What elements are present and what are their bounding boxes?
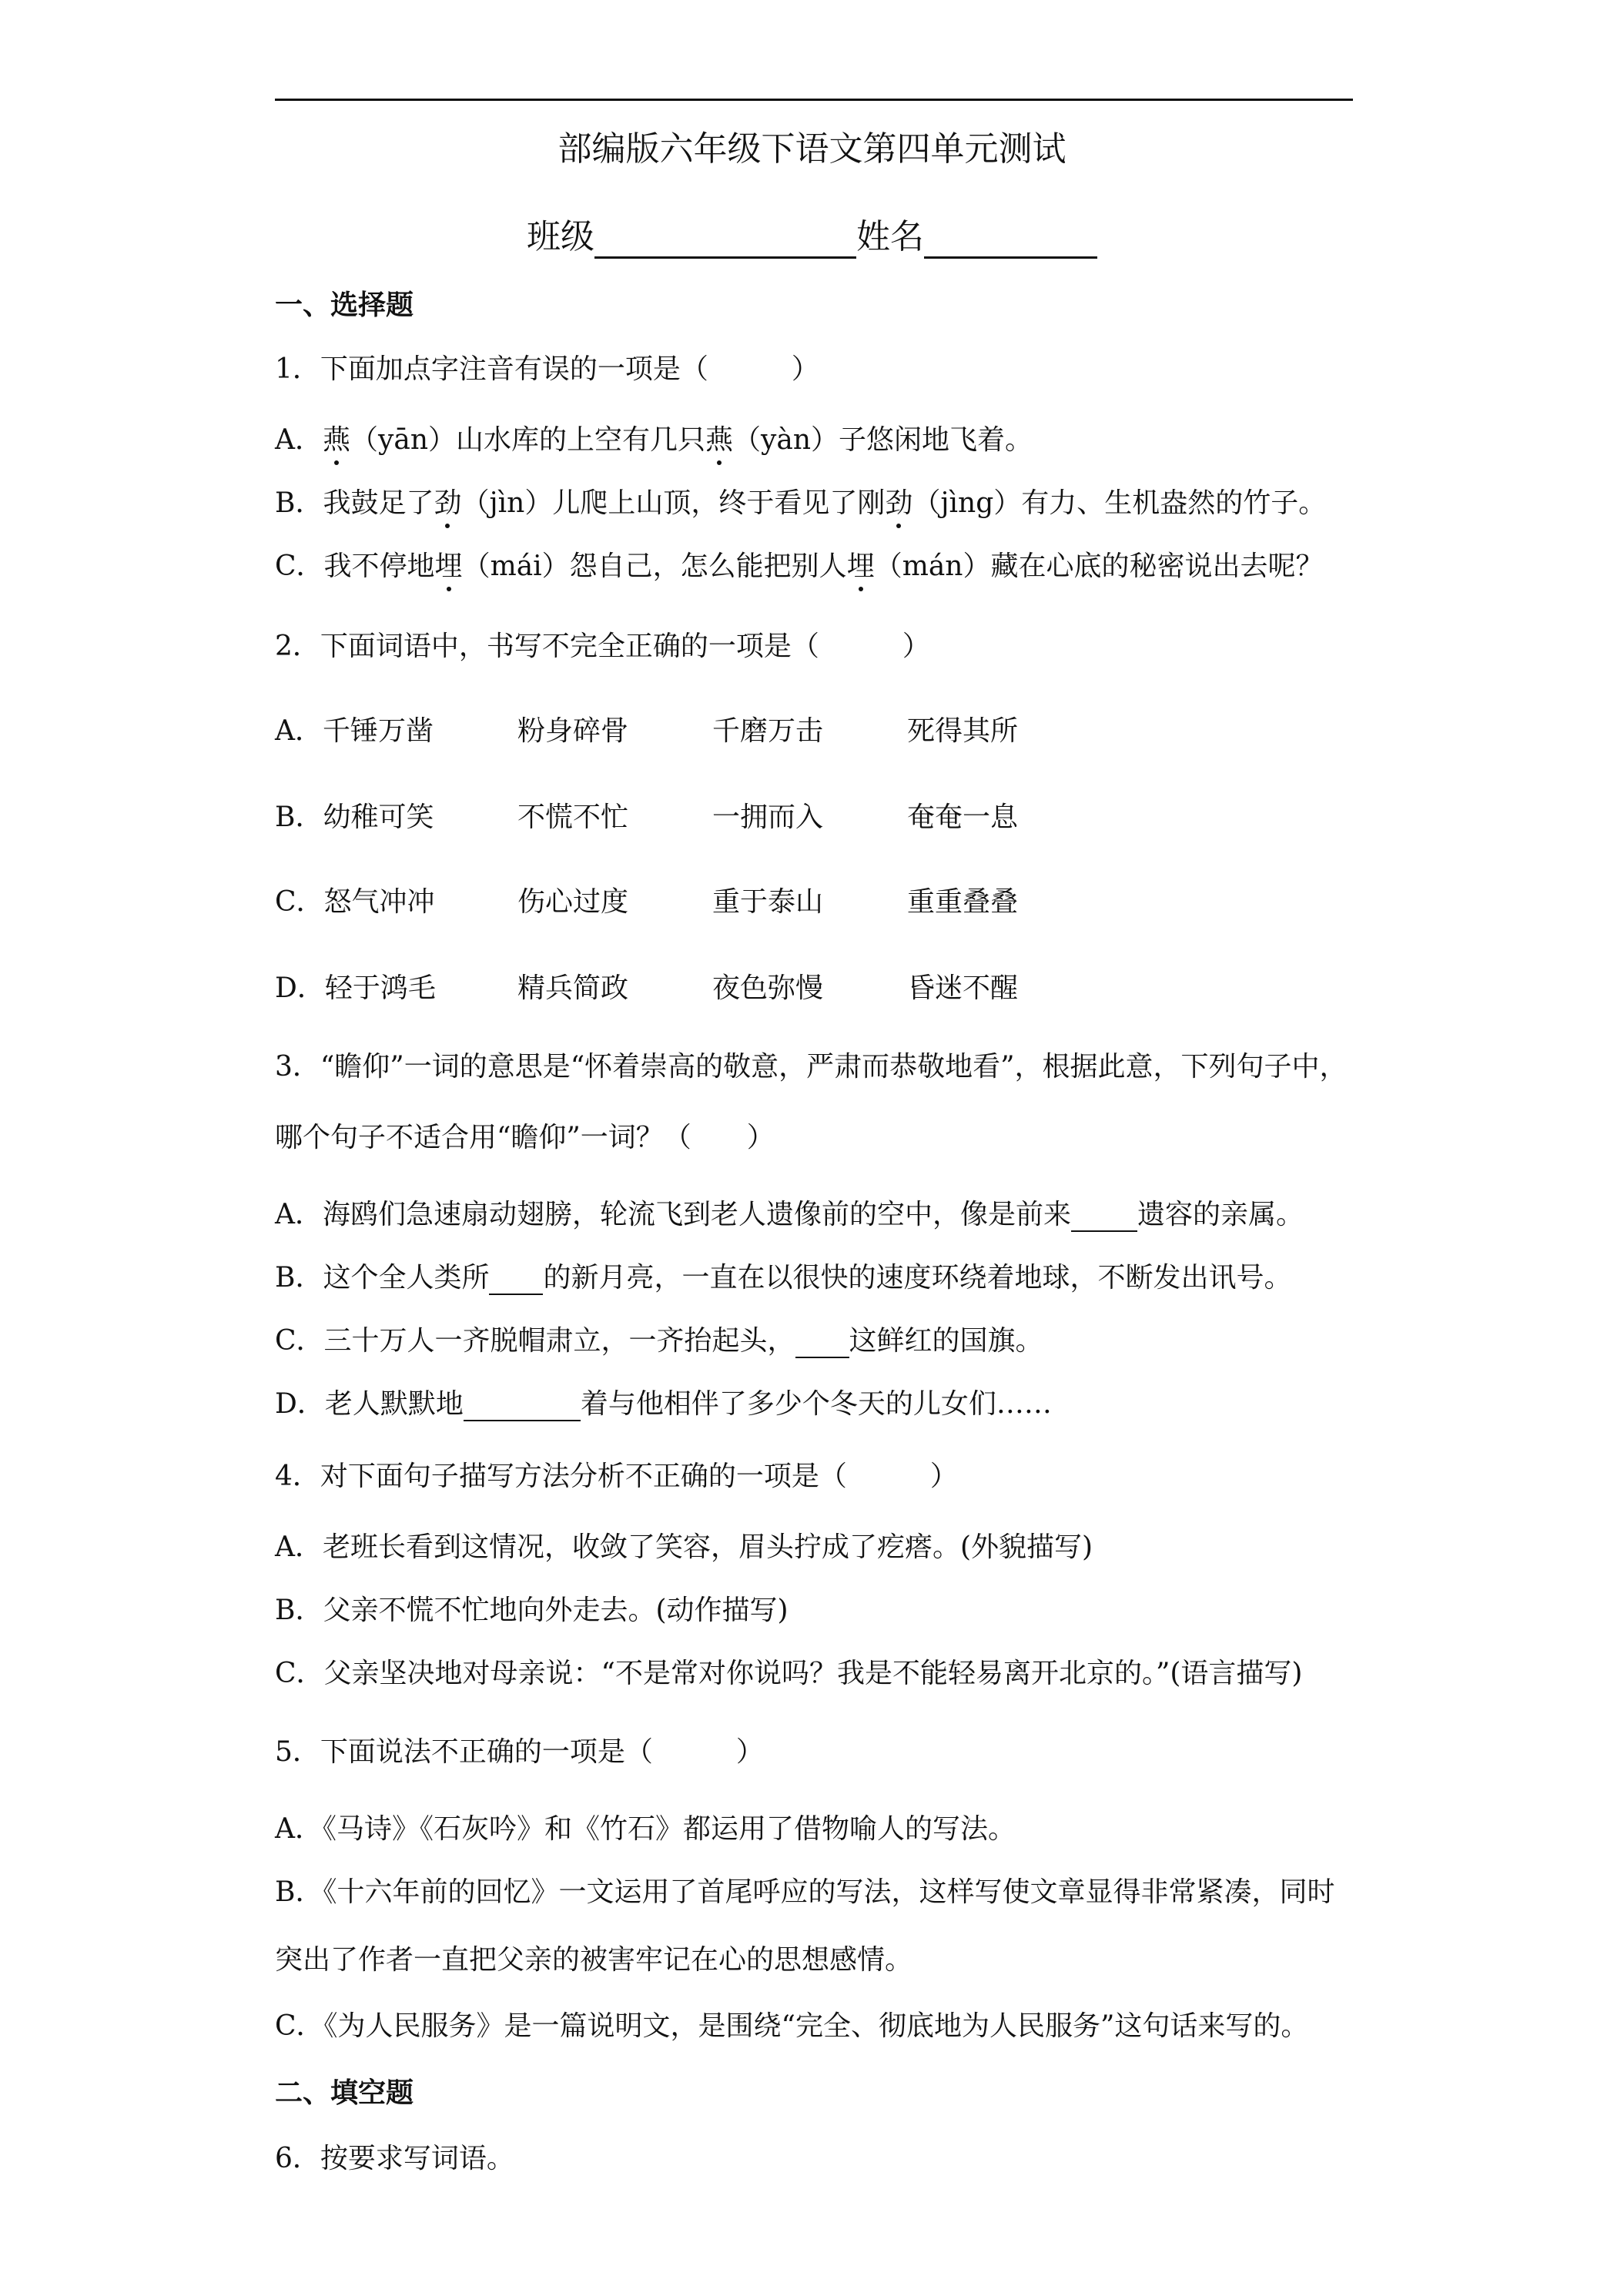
class-blank[interactable] [594, 223, 856, 259]
q4-option-a: A．老班长看到这情况，收敛了笑容，眉头拧成了疙瘩。(外貌描写) [275, 1531, 1093, 1563]
q3-option-b: B．这个全人类所 的新月亮，一直在以很快的速度环绕着地球，不断发出讯号。 [275, 1262, 1292, 1294]
dotted-char: 埋 [846, 551, 875, 582]
q4-option-c: C．父亲坚决地对母亲说：“不是常对你说吗？我是不能轻易离开北京的。”(语言描写) [275, 1658, 1303, 1689]
q2-b-word-2: 不慌不忙 [517, 802, 629, 833]
q2-b-word-4: 奄奄一息 [907, 802, 1019, 833]
dotted-char: 埋 [434, 551, 463, 582]
q2-a-word-2: 粉身碎骨 [517, 715, 629, 747]
answer-blank[interactable] [795, 1330, 849, 1358]
q2-stem: 2．下面词语中，书写不完全正确的一项是（ ） [275, 631, 930, 662]
q2-c-word-4: 重重叠叠 [907, 886, 1019, 918]
q4-stem: 4．对下面句子描写方法分析不正确的一项是（ ） [275, 1461, 958, 1492]
name-blank[interactable] [924, 223, 1097, 259]
dotted-char: 燕 [705, 424, 734, 456]
answer-blank[interactable] [464, 1394, 581, 1421]
section-heading-choice: 一、选择题 [275, 289, 414, 321]
q2-c-word-1: C．怒气冲冲 [275, 886, 435, 918]
header-rule [275, 99, 1353, 101]
q5-option-b-line-1: B．《十六年前的回忆》一文运用了首尾呼应的写法，这样写使文章显得非常紧凑，同时 [275, 1876, 1335, 1908]
q2-d-word-1: D．轻于鸿毛 [275, 972, 436, 1004]
dotted-char: 劲 [434, 487, 462, 519]
q2-a-word-4: 死得其所 [907, 715, 1019, 747]
q4-option-b: B．父亲不慌不忙地向外走去。(动作描写) [275, 1595, 789, 1626]
q3-option-a: A．海鸥们急速扇动翅膀，轮流飞到老人遗像前的空中，像是前来 遗容的亲属。 [275, 1199, 1304, 1230]
answer-blank[interactable] [489, 1267, 543, 1295]
q2-d-word-4: 昏迷不醒 [907, 972, 1019, 1004]
q3-stem-line-1: 3．“瞻仰”一词的意思是“怀着崇高的敬意，严肃而恭敬地看”，根据此意，下列句子中， [275, 1051, 1348, 1083]
q2-b-word-1: B．幼稚可笑 [275, 802, 434, 833]
q2-a-word-3: 千磨万击 [712, 715, 824, 747]
name-label: 姓名 [856, 217, 924, 256]
answer-blank[interactable] [1071, 1204, 1137, 1232]
q1-option-b: B．我鼓足了劲（jìn）儿爬上山顶，终于看见了刚劲（jìng）有力、生机盎然的竹子。 [275, 487, 1327, 519]
class-label: 班级 [527, 217, 594, 256]
q3-option-c: C．三十万人一齐脱帽肃立，一齐抬起头， 这鲜红的国旗。 [275, 1325, 1043, 1357]
q1-option-a: A．燕（yān）山水库的上空有几只燕（yàn）子悠闲地飞着。 [275, 424, 1033, 456]
q2-d-word-3: 夜色弥慢 [712, 972, 824, 1004]
q1-stem: 1．下面加点字注音有误的一项是（ ） [275, 353, 819, 385]
dotted-char: 燕 [323, 424, 351, 456]
q5-stem: 5．下面说法不正确的一项是（ ） [275, 1736, 764, 1768]
student-info-line [0, 216, 1624, 259]
q3-option-d: D．老人默默地 着与他相伴了多少个冬天的儿女们…… [275, 1388, 1052, 1420]
q2-c-word-2: 伤心过度 [517, 886, 629, 918]
q1-option-c: C．我不停地埋（mái）怨自己，怎么能把别人埋（mán）藏在心底的秘密说出去呢？ [275, 551, 1324, 582]
q2-d-word-2: 精兵简政 [517, 972, 629, 1004]
q2-c-word-3: 重于泰山 [712, 886, 824, 918]
q6-stem: 6．按要求写词语。 [275, 2143, 514, 2174]
page-title: 部编版六年级下语文第四单元测试 [558, 129, 1066, 169]
section-heading-fill: 二、填空题 [275, 2077, 414, 2109]
q5-option-b-line-2: 突出了作者一直把父亲的被害牢记在心的思想感情。 [275, 1944, 913, 1976]
q5-option-c: C．《为人民服务》是一篇说明文，是围绕“完全、彻底地为人民服务”这句话来写的。 [275, 2010, 1309, 2042]
q5-option-a: A．《马诗》《石灰吟》和《竹石》都运用了借物喻人的写法。 [275, 1813, 1016, 1845]
q2-b-word-3: 一拥而入 [712, 802, 824, 833]
dotted-char: 劲 [885, 487, 913, 519]
q2-a-word-1: A．千锤万凿 [275, 715, 434, 747]
q3-stem-line-2: 哪个句子不适合用“瞻仰”一词？（ ） [275, 1122, 775, 1153]
